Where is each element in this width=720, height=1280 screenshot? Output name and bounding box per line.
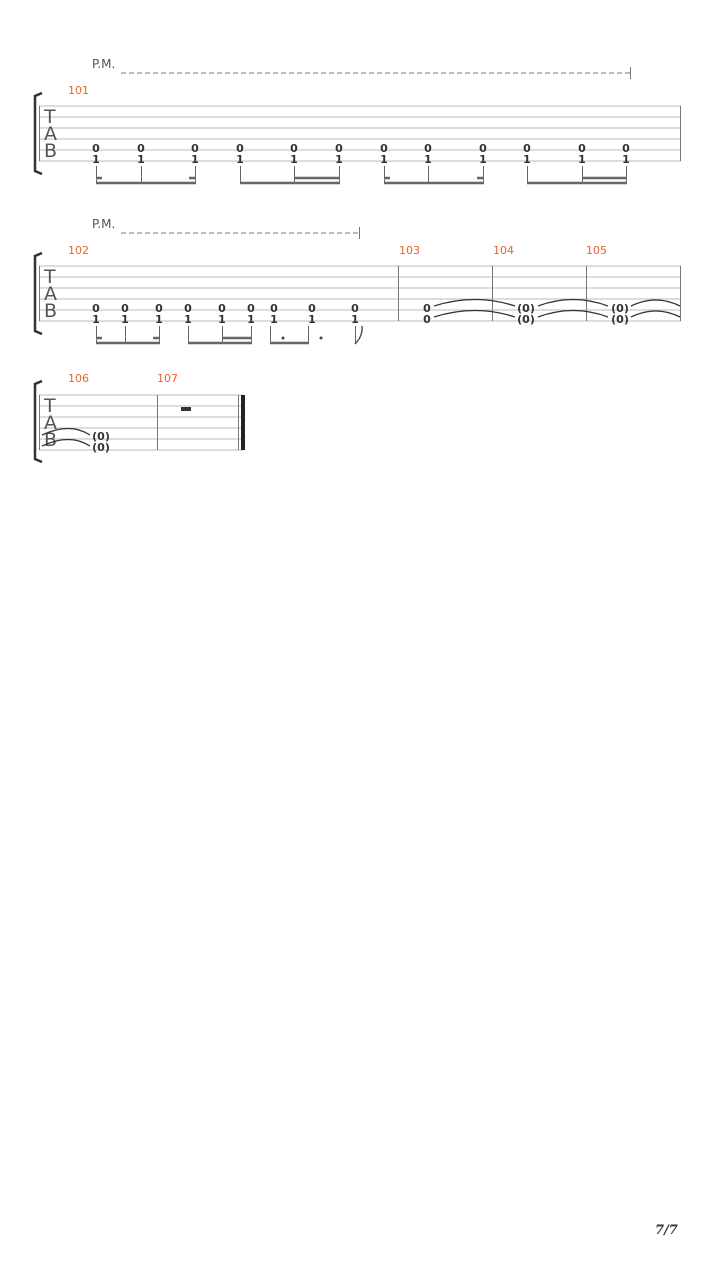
bar-number: 102 <box>68 244 89 257</box>
fret-number: 0 <box>155 302 163 315</box>
fret-number: (0) <box>92 430 110 443</box>
tab-letter-a: A <box>44 123 57 145</box>
fret-number: 0 <box>351 302 359 315</box>
palm-mute-label: P.M. <box>92 217 116 231</box>
fret-number: 0 <box>424 142 432 155</box>
fret-number: 1 <box>92 153 100 166</box>
tab-letter-t: T <box>44 106 56 128</box>
fret-number: (0) <box>611 302 629 315</box>
fret-number: 0 <box>137 142 145 155</box>
fret-number: 1 <box>121 313 129 326</box>
final-barline <box>241 395 245 450</box>
fret-number: 1 <box>247 313 255 326</box>
fret-number: 1 <box>236 153 244 166</box>
bar-number: 105 <box>586 244 607 257</box>
rhythm-notation <box>96 326 356 344</box>
fret-number: 0 <box>308 302 316 315</box>
fret-number: 0 <box>236 142 244 155</box>
fret-number: 0 <box>191 142 199 155</box>
fret-number: (0) <box>92 441 110 454</box>
fret-number: 1 <box>184 313 192 326</box>
fret-number: 1 <box>137 153 145 166</box>
tie-arcs <box>434 300 680 318</box>
fret-number: 0 <box>335 142 343 155</box>
rhythm-notation <box>96 166 627 184</box>
whole-rest-icon <box>181 407 191 411</box>
staff-lines <box>39 395 243 450</box>
fret-number: 1 <box>290 153 298 166</box>
fret-number: 0 <box>578 142 586 155</box>
fret-number: 1 <box>622 153 630 166</box>
staff-lines <box>39 266 681 321</box>
palm-mute-label: P.M. <box>92 57 116 71</box>
fret-number: 0 <box>423 313 431 326</box>
bar-number: 104 <box>493 244 514 257</box>
tab-system-1 <box>35 57 681 184</box>
bar-number: 107 <box>157 372 178 385</box>
fret-number: 0 <box>479 142 487 155</box>
tab-system-3 <box>35 372 245 462</box>
tab-letter-t: T <box>44 266 56 288</box>
fret-number: 0 <box>270 302 278 315</box>
fret-number: (0) <box>611 313 629 326</box>
fret-number: 0 <box>92 142 100 155</box>
fret-number: 0 <box>523 142 531 155</box>
fret-number: 1 <box>578 153 586 166</box>
fret-number: 1 <box>335 153 343 166</box>
fret-number: (0) <box>517 313 535 326</box>
fret-number: 0 <box>380 142 388 155</box>
fret-number: 0 <box>92 302 100 315</box>
barlines <box>40 266 681 321</box>
fret-number: 1 <box>218 313 226 326</box>
tab-letter-b: B <box>44 140 58 162</box>
fret-number: 0 <box>121 302 129 315</box>
fret-number: 1 <box>155 313 163 326</box>
system-bracket <box>35 253 42 334</box>
dot-mark <box>282 337 285 340</box>
fret-number: 1 <box>424 153 432 166</box>
tab-letter-b: B <box>44 429 58 451</box>
tab-letter-b: B <box>44 300 58 322</box>
fret-number: 1 <box>380 153 388 166</box>
system-bracket <box>35 93 42 174</box>
page-number: 7/7 <box>655 1223 678 1238</box>
dot-mark <box>320 337 323 340</box>
note-flag <box>355 326 362 344</box>
tab-letter-t: T <box>44 395 56 417</box>
fret-number: 0 <box>290 142 298 155</box>
tab-letter-a: A <box>44 412 57 434</box>
bar-number: 103 <box>399 244 420 257</box>
fret-number: 0 <box>622 142 630 155</box>
fret-number: 0 <box>247 302 255 315</box>
fret-number: 1 <box>523 153 531 166</box>
fret-number: 1 <box>270 313 278 326</box>
fret-number: 0 <box>423 302 431 315</box>
tab-letter-a: A <box>44 283 57 305</box>
fret-number: 1 <box>351 313 359 326</box>
fret-number: 1 <box>308 313 316 326</box>
fret-number: 1 <box>479 153 487 166</box>
fret-number: (0) <box>517 302 535 315</box>
fret-number: 0 <box>184 302 192 315</box>
fret-number: 1 <box>92 313 100 326</box>
bar-number: 106 <box>68 372 89 385</box>
fret-number: 1 <box>191 153 199 166</box>
bar-number: 101 <box>68 84 89 97</box>
fret-number: 0 <box>218 302 226 315</box>
barlines <box>40 395 239 450</box>
tab-system-2 <box>35 217 681 344</box>
